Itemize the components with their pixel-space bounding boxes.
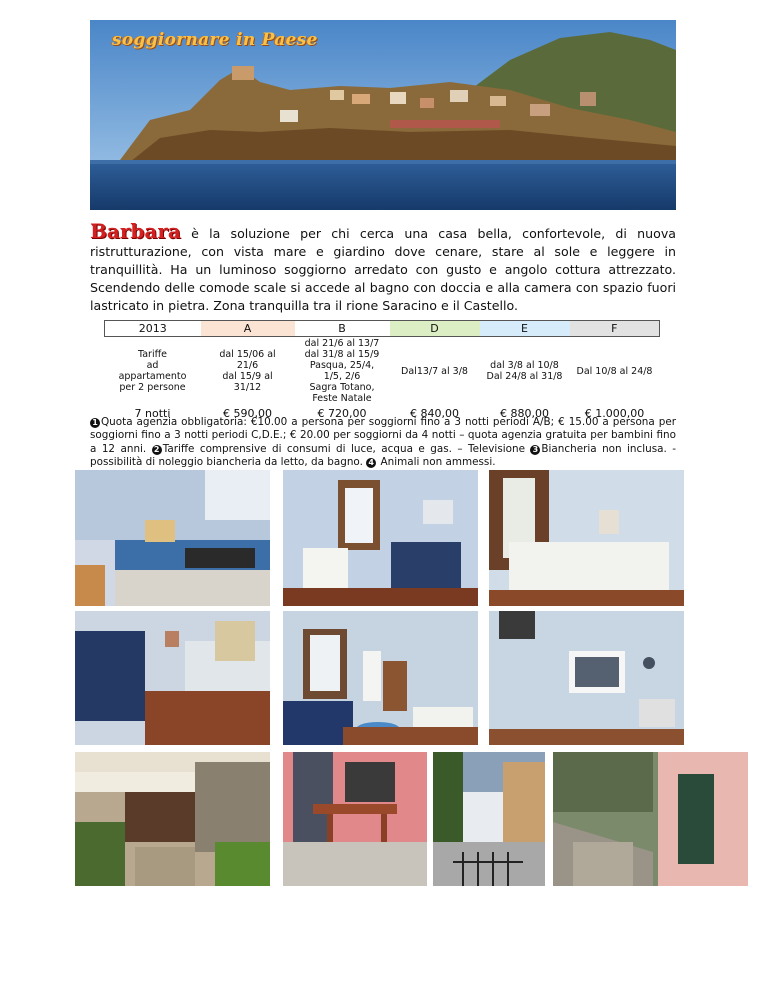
price-d-cell: € 840,00 — [410, 406, 459, 420]
table-row-periods — [105, 337, 660, 406]
week-label-cell: 7 notti — [134, 406, 171, 420]
period-line: dal 15/9 al — [222, 371, 273, 382]
period-line: Pasqua, 25/4, — [309, 360, 375, 371]
header-period-e: E — [480, 321, 570, 337]
period-line: Dal 24/8 al 31/8 — [486, 371, 563, 382]
hero-photo-capraia — [90, 20, 676, 210]
period-line: 31/12 — [233, 382, 262, 393]
price-table — [104, 320, 660, 421]
note-1: Quota agenzia obbligatoria: €10.00 a persona per soggiorni fino a 3 notti periodi A/B; € 15.00 a persona per soggiorni fino a 3 notti periodi C,D.E.; € 20.00 per soggiorni da 4 notti – quota agenzia gratuita per bambini fino a 12 anni. — [90, 416, 676, 455]
photo-kitchen — [75, 470, 270, 606]
notes-paragraph — [90, 416, 676, 470]
period-line: dal 15/06 al — [219, 349, 276, 360]
period-line: Dal 10/8 al 24/8 — [576, 365, 653, 377]
note-3: Biancheria non inclusa. - possibilità di noleggio biancheria da letto, da bagno. — [90, 442, 676, 469]
table-header-row — [105, 321, 660, 337]
period-line: Dal13/7 al 3/8 — [401, 365, 468, 377]
note-marker-4: 4 — [366, 458, 376, 468]
period-f-cell — [570, 337, 660, 406]
header-period-d: D — [390, 321, 480, 337]
rate-label-cell — [105, 337, 201, 406]
note-marker-1: 1 — [90, 418, 100, 428]
price-a-cell: € 590,00 — [223, 406, 272, 420]
note-marker-3: 3 — [530, 445, 540, 455]
period-line: Sagra Totano, — [309, 382, 375, 393]
price-e-cell: € 880,00 — [500, 406, 549, 420]
photo-sofa-corner — [75, 611, 270, 745]
photo-terrace-exterior — [75, 752, 270, 886]
period-line: 21/6 — [236, 360, 259, 371]
header-period-f: F — [570, 321, 660, 337]
period-line: dal 31/8 al 15/9 — [304, 349, 380, 360]
rate-label-line: appartamento — [118, 371, 187, 382]
intro-text: è la soluzione per chi cerca una casa bella, confortevole, di nuova ristrutturazione, con vista mare e giardino dove cenare, stare al sole e leggere in tranquillità. Ha un luminoso soggiorno arredato con gusto e angolo cottura attrezzato. Scendendo delle comode scale si accede al bagno con doccia e alla camera con spazio fuori lastricato in pietra. Zona tranquilla tra il rione Saracino e il Castello. — [90, 226, 676, 313]
photo-living-room — [283, 470, 478, 606]
header-period-a: A — [201, 321, 295, 337]
rate-label-line: per 2 persone — [119, 382, 186, 393]
photo-garden-gate — [433, 752, 545, 886]
note-marker-2: 2 — [152, 445, 162, 455]
price-b-cell: € 720,00 — [317, 406, 367, 420]
photo-dining-area — [283, 611, 478, 745]
price-f-cell: € 1.000,00 — [584, 406, 645, 420]
photo-tv-wall — [489, 611, 684, 745]
intro-paragraph — [90, 219, 676, 315]
rate-label-line: Tariffe — [138, 349, 167, 360]
period-line: 1/5, 2/6 — [323, 371, 361, 382]
rate-label-line: ad — [146, 360, 159, 371]
header-period-b: B — [295, 321, 390, 337]
period-a-cell — [201, 337, 295, 406]
period-e-cell — [480, 337, 570, 406]
brand-name: Barbara — [90, 219, 181, 243]
note-2: Tariffe comprensive di consumi di luce, acqua e gas. – Televisione — [162, 442, 531, 455]
header-year: 2013 — [105, 321, 201, 337]
period-line: Feste Natale — [312, 393, 372, 404]
photo-entrance-door — [553, 752, 748, 886]
period-d-cell — [390, 337, 480, 406]
period-line: dal 21/6 al 13/7 — [304, 338, 380, 349]
hero-title: soggiornare in Paese — [112, 30, 318, 50]
photo-bedroom — [489, 470, 684, 606]
photo-garden-table — [283, 752, 427, 886]
period-b-cell — [295, 337, 390, 406]
note-4: Animali non ammessi. — [377, 456, 496, 469]
period-line: dal 3/8 al 10/8 — [490, 360, 559, 371]
